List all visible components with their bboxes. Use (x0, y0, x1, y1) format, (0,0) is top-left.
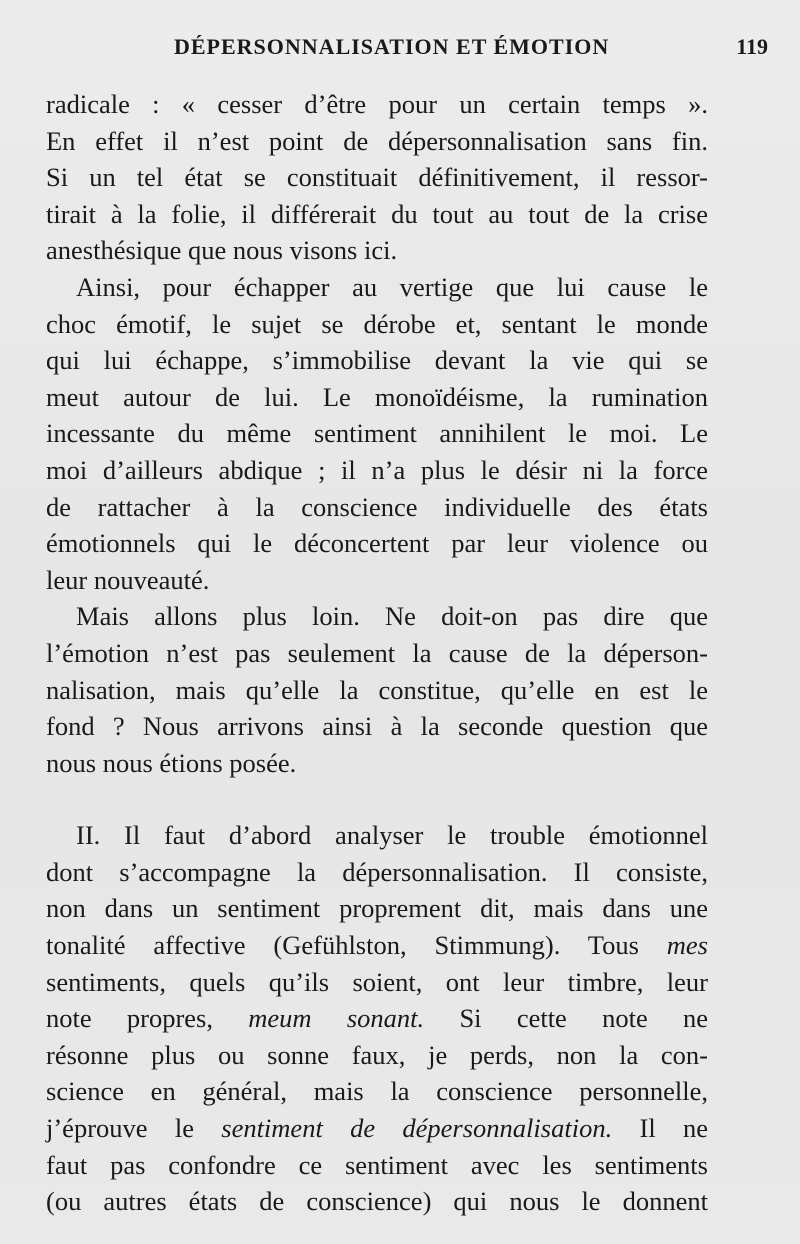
text-segment: Si cette note ne (459, 1003, 709, 1034)
text-line-mixed (46, 1000, 708, 1037)
running-title: DÉPERSONNALISATION ET ÉMOTION (174, 34, 610, 59)
text-line: anesthésique que nous visons ici. (46, 235, 398, 266)
text-line: Mais allons plus loin. Ne doit-on pas dire que (76, 601, 708, 632)
page-number: 119 (736, 34, 768, 59)
text-line: non dans un sentiment proprement dit, mais dans une (46, 893, 708, 924)
paragraph-2 (46, 269, 708, 598)
text-line: nous nous étions posée. (46, 747, 297, 778)
text-segment: tonalité affective (Gefühlston, Stimmung). Tous (46, 930, 639, 961)
text-line: faut pas confondre ce sentiment avec les sentiments (46, 1149, 708, 1180)
text-line-mixed (46, 1110, 708, 1147)
text-line: incessante du même sentiment annihilent le moi. Le (46, 418, 708, 449)
text-line: En effet il n’est point de dépersonnalisation sans fin. (46, 125, 708, 156)
text-line: leur nouveauté. (46, 564, 210, 595)
text-segment: note propres, (46, 1003, 213, 1034)
text-line: fond ? Nous arrivons ainsi à la seconde question que (46, 711, 708, 742)
text-line: choc émotif, le sujet se dérobe et, sentant le monde (46, 308, 708, 339)
text-line: tirait à la folie, il différerait du tout au tout de la crise (46, 198, 708, 229)
italic-segment: sentiment de dépersonnalisation. (221, 1113, 613, 1144)
text-line: radicale : « cesser d’être pour un certain temps ». (46, 89, 708, 119)
paragraph-1 (46, 86, 708, 269)
text-line: de rattacher à la conscience individuelle des états (46, 491, 708, 522)
text-line: dont s’accompagne la dépersonnalisation. Il consiste, (46, 856, 708, 887)
text-line: résonne plus ou sonne faux, je perds, non la con- (46, 1039, 708, 1070)
running-header (44, 34, 768, 70)
italic-segment: meum sonant. (248, 1003, 425, 1034)
text-line: nalisation, mais qu’elle la constitue, qu’elle en est le (46, 674, 708, 705)
text-line: moi d’ailleurs abdique ; il n’a plus le désir ni la force (46, 454, 708, 485)
text-line: Si un tel état se constituait définitivement, il ressor- (46, 162, 708, 193)
text-line-mixed (46, 927, 708, 964)
text-segment: j’éprouve le (46, 1113, 194, 1144)
text-line: qui lui échappe, s’immobilise devant la vie qui se (46, 345, 708, 376)
text-line: science en général, mais la conscience personnelle, (46, 1076, 708, 1107)
paragraph-4 (46, 817, 708, 1220)
text-line: (ou autres états de conscience) qui nous le donnent (46, 1186, 708, 1217)
body-text (46, 86, 708, 1220)
text-line: sentiments, quels qu’ils soient, ont leur timbre, leur (46, 966, 708, 997)
text-segment: Il ne (639, 1113, 708, 1144)
text-line: Ainsi, pour échapper au vertige que lui cause le (76, 271, 708, 302)
paragraph-3 (46, 598, 708, 781)
text-line: II. Il faut d’abord analyser le trouble émotionnel (76, 820, 708, 851)
text-line: meut autour de lui. Le monoïdéisme, la rumination (46, 381, 708, 412)
text-line: l’émotion n’est pas seulement la cause de la déperson- (46, 637, 708, 668)
text-line: émotionnels qui le déconcertent par leur violence ou (46, 528, 708, 559)
italic-segment: mes (666, 930, 708, 961)
section-gap (46, 781, 708, 817)
